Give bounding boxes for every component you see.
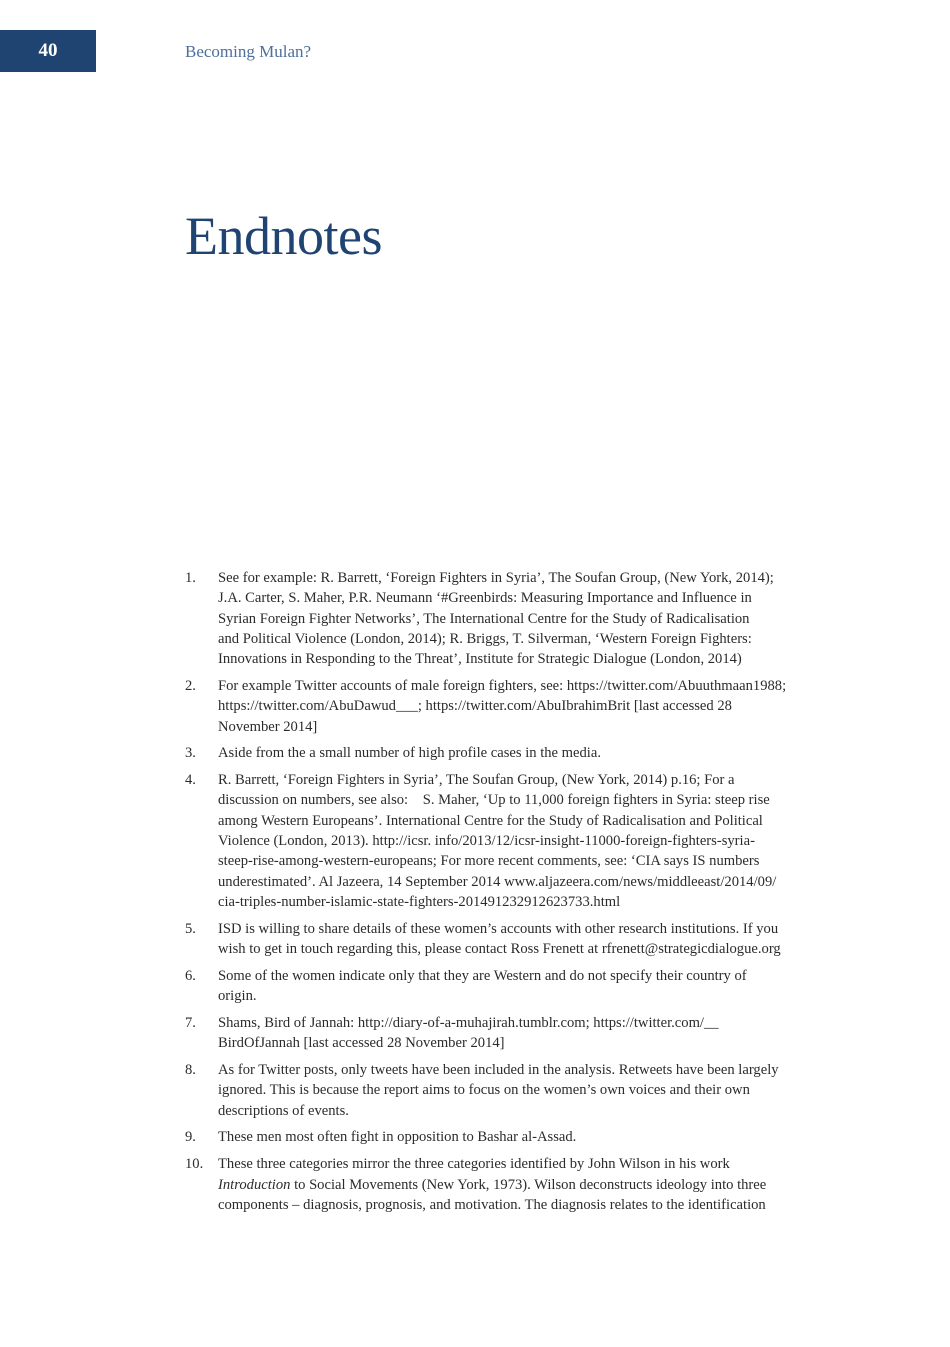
endnote-1 [185, 568, 825, 669]
section-title: Endnotes [185, 206, 382, 266]
endnote-number: 7. [185, 1014, 196, 1031]
page-number: 40 [0, 30, 96, 72]
endnote-number: 1. [185, 570, 196, 586]
endnote-text: These men most often fight in opposition to Bashar al-Assad. [218, 1129, 577, 1146]
endnote-5 [185, 919, 825, 960]
endnote-text: R. Barrett, ‘Foreign Fighters in Syria’, The Soufan Group, (New York, 2014) p.16; For a discussion on numbers, see also: S. Maher, ‘Up to 11,000 foreign fighters in Syria: steep rise among Western Europeans’. International Centre for the Study of Radicalisation and Political Violence (London, 2013). http://icsr. info/2013/12/icsr-insight-11000-foreign-fighters-syria- steep-rise-among-western-europeans; For more recent comments, see: ‘CIA says IS numbers underestimated’. Al Jazeera, 14 September 2014 www.aljazeera.com/news/middleeast/2014/09/ cia-triples-number-islamic-state-fighters-201491232912623733.html [218, 772, 777, 910]
endnote-9 [185, 1127, 825, 1147]
endnote-text: As for Twitter posts, only tweets have been included in the analysis. Retweets have been largely ignored. This is because the report aims to focus on the women’s own voices and their own descriptions of events. [218, 1062, 779, 1119]
endnote-text: Aside from the a small number of high profile cases in the media. [218, 745, 601, 762]
endnote-number: 4. [185, 772, 196, 789]
endnote-2 [185, 676, 825, 737]
endnote-number: 3. [185, 745, 196, 762]
endnote-text: These three categories mirror the three categories identified by John Wilson in his work Introduction to Social Movements (New York, 1973). Wilson deconstructs ideology into three components – diagnosis, prognosis, and motivation. The diagnosis relates to the identification [218, 1156, 767, 1213]
endnote-8 [185, 1060, 825, 1121]
endnote-text: Some of the women indicate only that they are Western and do not specify their country of origin. [218, 967, 747, 1005]
endnote-number: 5. [185, 920, 196, 937]
endnote-number: 8. [185, 1062, 196, 1079]
endnote-6 [185, 966, 825, 1007]
endnote-number: 9. [185, 1129, 196, 1146]
endnote-text: ISD is willing to share details of these women’s accounts with other research institutions. If you wish to get in touch regarding this, please contact Ross Frenett at rfrenett@strategicdialogue.org [218, 920, 781, 958]
endnote-4 [185, 770, 825, 912]
endnote-10 [185, 1154, 825, 1215]
endnotes-list [185, 568, 825, 1222]
endnote-7 [185, 1013, 825, 1054]
endnote-number: 2. [185, 677, 196, 694]
endnote-number: 10. [185, 1156, 204, 1173]
endnote-text: For example Twitter accounts of male foreign fighters, see: https://twitter.com/Abuuthmaan1988; https://twitter.com/AbuDawud___; https://twitter.com/AbuIbrahimBrit [last accessed 28 November 2014] [218, 677, 787, 735]
endnote-number: 6. [185, 967, 196, 984]
endnote-text: Shams, Bird of Jannah: http://diary-of-a-muhajirah.tumblr.com; https://twitter.com/__ BirdOfJannah [last accessed 28 November 2014] [218, 1014, 719, 1052]
endnote-text: See for example: R. Barrett, ‘Foreign Fighters in Syria’, The Soufan Group, (New York, 2014); J.A. Carter, S. Maher, P.R. Neumann ‘#Greenbirds: Measuring Importance and Influence in Syrian Foreign Fighter Networks’, The International Centre for the Study of Radicalisation and Political Violence (London, 2014); R. Briggs, T. Silverman, ‘Western Foreign Fighters: Innovations in Responding to the Threat’, Institute for Strategic Dialogue (London, 2014) [218, 570, 774, 668]
running-header-title: Becoming Mulan? [185, 42, 312, 61]
endnote-3 [185, 743, 825, 763]
